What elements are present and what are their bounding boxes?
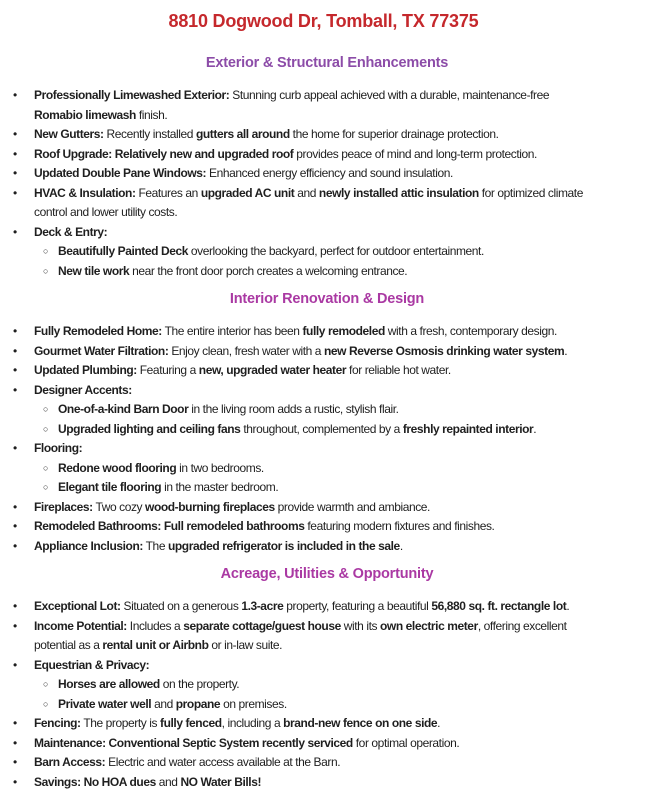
bullet-item	[13, 322, 641, 342]
bullet-item	[13, 656, 641, 676]
bullet-text-line: Professionally Limewashed Exterior: Stunning curb appeal achieved with a durable, maintenance-free	[34, 88, 550, 102]
bullet-text-line: HVAC & Insulation: Features an upgraded AC unit and newly installed attic insulation for optimized climate	[34, 185, 583, 200]
page-title: 8810 Dogwood Dr, Tomball, TX 77375	[168, 11, 479, 31]
bullet-circle-icon: ○	[43, 246, 49, 256]
bullet-text-line: New Gutters: Recently installed gutters all around the home for superior drainage protection.	[34, 127, 499, 141]
bullet-dot-icon: •	[13, 343, 18, 358]
bullet-text-line: Updated Plumbing: Featuring a new, upgraded water heater for reliable hot water.	[34, 363, 451, 377]
bullet-dot-icon: •	[13, 657, 18, 672]
sub-bullet-item	[13, 262, 641, 282]
bullet-item	[13, 184, 641, 223]
bullet-item	[13, 86, 641, 125]
bullet-item	[13, 145, 641, 165]
bullet-text-line: Romabio limewash finish.	[34, 107, 168, 122]
bullet-text-line: Designer Accents:	[34, 382, 132, 397]
bullet-text-line: Remodeled Bathrooms: Full remodeled bathrooms featuring modern fixtures and finishes.	[34, 519, 495, 533]
bullet-item	[13, 734, 641, 754]
bullet-text-line: Gourmet Water Filtration: Enjoy clean, fresh water with a new Reverse Osmosis drinking water system.	[34, 343, 568, 358]
bullet-text-line: Roof Upgrade: Relatively new and upgraded roof provides peace of mind and long-term protection.	[34, 146, 537, 161]
bullet-circle-icon: ○	[43, 423, 49, 434]
bullet-text-line: Updated Double Pane Windows: Enhanced energy efficiency and sound insulation.	[34, 166, 453, 180]
bullet-text-line: Maintenance: Conventional Septic System recently serviced for optimal operation.	[34, 735, 460, 750]
sub-bullet-item	[13, 459, 641, 479]
bullet-item	[13, 164, 641, 184]
bullet-text-line: Fireplaces: Two cozy wood-burning fireplaces provide warmth and ambiance.	[34, 499, 430, 514]
sub-bullet-item	[13, 478, 641, 498]
bullet-circle-icon: ○	[43, 404, 49, 414]
sub-bullet-item	[13, 400, 641, 420]
bullet-dot-icon: •	[13, 441, 18, 455]
bullet-dot-icon: •	[13, 538, 18, 553]
bullet-item	[13, 125, 641, 145]
bullet-text-line: Flooring:	[34, 441, 83, 455]
bullet-circle-icon: ○	[43, 265, 49, 276]
bullet-dot-icon: •	[13, 185, 18, 200]
bullet-item	[13, 439, 641, 459]
bullet-dot-icon: •	[13, 735, 18, 750]
bullet-circle-icon: ○	[43, 462, 49, 473]
section-heading-1: Exterior & Structural Enhancements	[205, 55, 449, 71]
bullet-dot-icon: •	[13, 519, 18, 533]
bullet-text-line: Exceptional Lot: Situated on a generous 1.3-acre property, featuring a beautiful 56,880 sq. ft. rectangle lot.	[34, 599, 570, 613]
document-body	[0, 53, 647, 792]
bullet-text-line: Appliance Inclusion: The upgraded refrigerator is included in the sale.	[34, 538, 403, 553]
bullet-text-line: Equestrian & Privacy:	[34, 657, 150, 672]
bullet-dot-icon: •	[13, 499, 18, 514]
bullet-text-line: potential as a rental unit or Airbnb or in-law suite.	[34, 638, 283, 652]
bullet-text-line: Deck & Entry:	[34, 224, 108, 239]
section-heading-2: Interior Renovation & Design	[229, 291, 425, 307]
bullet-text-line: One-of-a-kind Barn Door in the living room adds a rustic, stylish flair.	[58, 402, 399, 416]
bullet-item	[13, 381, 641, 401]
bullet-item	[13, 537, 641, 557]
bullet-text-line: Horses are allowed on the property.	[58, 677, 240, 691]
bullet-dot-icon: •	[13, 166, 18, 180]
bullet-text-line: control and lower utility costs.	[34, 205, 178, 219]
bullet-item	[13, 753, 641, 773]
bullet-dot-icon: •	[13, 382, 18, 397]
bullet-text-line: New tile work near the front door porch creates a welcoming entrance.	[58, 263, 408, 278]
section-heading-3: Acreage, Utilities & Opportunity	[220, 566, 434, 582]
sub-bullet-item	[13, 695, 641, 715]
bullet-text-line: Redone wood flooring in two bedrooms.	[58, 460, 264, 475]
bullet-item	[13, 223, 641, 243]
bullet-text-line: Fencing: The property is fully fenced, including a brand-new fence on one side.	[34, 716, 441, 730]
bullet-dot-icon: •	[13, 363, 18, 377]
bullet-text-line: Upgraded lighting and ceiling fans throughout, complemented by a freshly repainted interior.	[58, 421, 537, 436]
bullet-text-line: Beautifully Painted Deck overlooking the backyard, perfect for outdoor entertainment.	[58, 244, 484, 258]
sub-bullet-item	[13, 675, 641, 695]
bullet-dot-icon: •	[13, 618, 18, 633]
bullet-dot-icon: •	[13, 127, 18, 141]
bullet-dot-icon: •	[13, 716, 18, 730]
bullet-dot-icon: •	[13, 224, 18, 239]
bullet-dot-icon: •	[13, 774, 18, 789]
bullet-item	[13, 714, 641, 734]
bullet-text-line: Income Potential: Includes a separate cottage/guest house with its own electric meter, offering excellent	[34, 618, 567, 633]
bullet-text-line: Barn Access: Electric and water access available at the Barn.	[34, 755, 341, 769]
bullet-dot-icon: •	[13, 88, 18, 102]
bullet-dot-icon: •	[13, 324, 18, 338]
bullet-item	[13, 773, 641, 793]
bullet-item	[13, 597, 641, 617]
bullet-text-line: Savings: No HOA dues and NO Water Bills!	[34, 774, 262, 789]
bullet-item	[13, 617, 641, 656]
bullet-dot-icon: •	[13, 146, 18, 161]
bullet-item	[13, 342, 641, 362]
sub-bullet-item	[13, 242, 641, 262]
bullet-text-line: Fully Remodeled Home: The entire interior has been fully remodeled with a fresh, contemporary design.	[34, 324, 557, 338]
sub-bullet-item	[13, 420, 641, 440]
bullet-item	[13, 498, 641, 518]
bullet-item	[13, 517, 641, 537]
bullet-circle-icon: ○	[43, 698, 49, 709]
bullet-dot-icon: •	[13, 599, 18, 613]
bullet-circle-icon: ○	[43, 679, 49, 689]
bullet-item	[13, 361, 641, 381]
bullet-circle-icon: ○	[43, 482, 49, 492]
bullet-dot-icon: •	[13, 755, 18, 769]
bullet-text-line: Elegant tile flooring in the master bedroom.	[58, 480, 279, 494]
bullet-text-line: Private water well and propane on premises.	[58, 696, 287, 711]
